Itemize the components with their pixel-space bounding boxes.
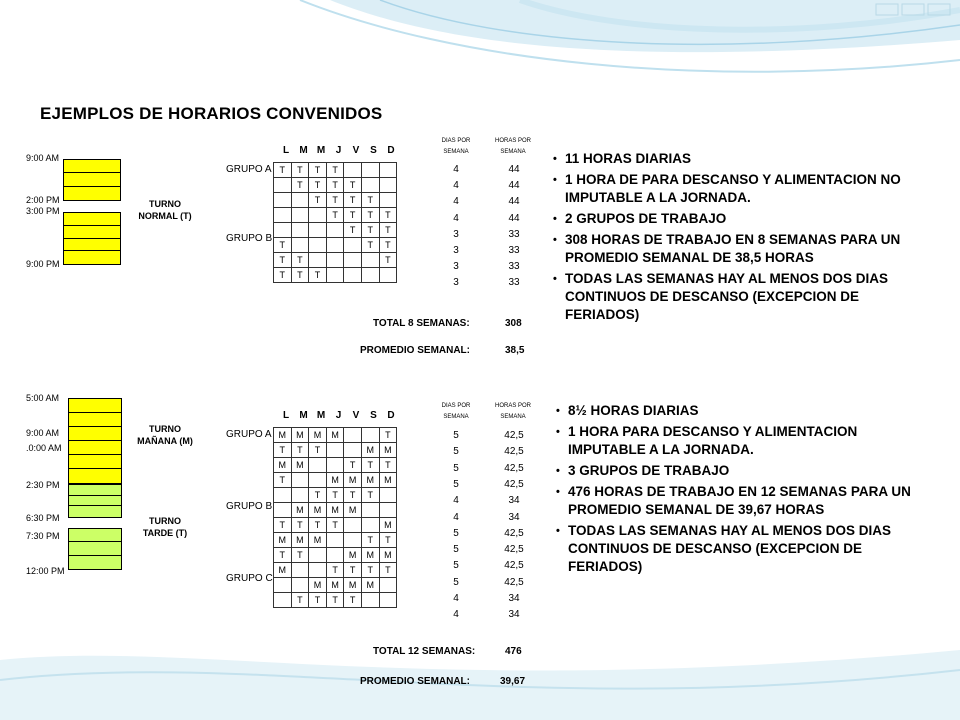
schedule-cell: T — [326, 193, 344, 208]
total-label: TOTAL 8 SEMANAS: — [373, 318, 470, 329]
schedule-cell: M — [291, 458, 309, 473]
schedule-cell — [291, 488, 309, 503]
schedule-cell: T — [379, 533, 397, 548]
schedule-cell: T — [291, 163, 309, 178]
horas-value: 42,5 — [504, 478, 524, 490]
horas-value: 34 — [508, 511, 520, 523]
time-label: 5:00 AM — [26, 393, 60, 403]
dias-value: 5 — [453, 544, 459, 556]
schedule-cell — [361, 428, 379, 443]
day-header: M — [316, 145, 326, 156]
schedule-cell — [326, 268, 344, 283]
horas-value: 42,5 — [504, 446, 524, 458]
schedule-cell: T — [361, 223, 379, 238]
table-row — [274, 578, 397, 593]
schedule-cell: T — [291, 253, 309, 268]
dias-value: 5 — [453, 430, 459, 441]
average-value: 38,5 — [505, 345, 525, 356]
horas-value: 34 — [508, 593, 520, 604]
dias-value: 4 — [453, 609, 459, 621]
schedule-cell: M — [379, 518, 397, 533]
schedule-cell: T — [291, 178, 309, 193]
schedule-cell: M — [326, 428, 344, 443]
col-header-horas: HORAS POR SEMANA — [494, 138, 531, 155]
average-label: PROMEDIO SEMANAL: — [360, 345, 470, 356]
table-row — [274, 533, 397, 548]
horas-value: 42,5 — [504, 576, 524, 588]
bullet-item: • 11 HORAS DIARIAS — [553, 150, 933, 168]
schedule-cell: M — [309, 578, 327, 593]
schedule-cell: T — [361, 193, 379, 208]
schedule-cell — [309, 223, 327, 238]
schedule-cell: T — [344, 208, 362, 223]
time-label: 3:00 PM — [26, 206, 60, 216]
bullet-list — [553, 150, 933, 327]
schedule-cell: M — [309, 503, 327, 518]
col-header-dias: DIAS POR SEMANA — [441, 403, 471, 420]
day-header: D — [387, 410, 395, 421]
time-label: 9:00 AM — [26, 428, 60, 438]
shift-block-manana — [68, 398, 122, 484]
schedule-cell: T — [326, 208, 344, 223]
schedule-cell: T — [274, 238, 292, 253]
bullet-item: • 308 HORAS DE TRABAJO EN 8 SEMANAS PARA UN PROMEDIO SEMANAL DE 38,5 HORAS — [553, 231, 933, 267]
schedule-cell: M — [379, 473, 397, 488]
day-header: J — [335, 145, 342, 156]
horas-value: 44 — [508, 180, 520, 192]
schedule-cell — [326, 238, 344, 253]
schedule-cell: T — [344, 458, 362, 473]
dias-value: 4 — [453, 196, 459, 208]
schedule-cell — [309, 208, 327, 223]
total-value: 476 — [505, 646, 522, 657]
day-header: M — [299, 410, 308, 421]
day-header: L — [282, 410, 290, 421]
bullet-list — [556, 402, 926, 579]
group-label: GRUPO A — [226, 429, 272, 440]
schedule-cell — [309, 458, 327, 473]
schedule-cell: M — [361, 578, 379, 593]
schedule-cell — [309, 253, 327, 268]
group-label: GRUPO C — [226, 573, 273, 584]
time-label: 2:30 PM — [26, 480, 60, 490]
schedule-cell: T — [379, 238, 397, 253]
schedule-cell: M — [274, 428, 292, 443]
schedule-cell: T — [309, 593, 327, 608]
schedule-cell: M — [274, 533, 292, 548]
schedule-cell — [344, 533, 362, 548]
turno-label: TURNO NORMAL (T) — [138, 199, 192, 221]
bullet-item: • 3 GRUPOS DE TRABAJO — [556, 462, 926, 480]
schedule-cell: M — [344, 578, 362, 593]
schedule-cell: T — [309, 193, 327, 208]
schedule-cell — [326, 533, 344, 548]
group-label: GRUPO B — [226, 501, 273, 512]
bullet-item: • TODAS LAS SEMANAS HAY AL MENOS DOS DIAS CONTINUOS DE DESCANSO (EXCEPCION DE FERIADOS) — [553, 270, 933, 324]
schedule-cell — [326, 548, 344, 563]
schedule-cell: T — [291, 593, 309, 608]
schedule-cell — [379, 503, 397, 518]
horas-value: 44 — [508, 212, 520, 224]
dias-value: 5 — [453, 478, 459, 490]
horas-value: 33 — [508, 261, 520, 273]
schedule-cell: T — [326, 163, 344, 178]
schedule-cell — [379, 193, 397, 208]
horas-value: 33 — [508, 228, 520, 240]
table-row — [274, 208, 397, 223]
schedule-cell — [361, 503, 379, 518]
day-header: V — [352, 410, 360, 421]
schedule-cell — [344, 163, 362, 178]
dias-value: 3 — [453, 228, 459, 240]
day-header: L — [282, 145, 290, 156]
schedule-cell — [291, 563, 309, 578]
schedule-cell — [361, 178, 379, 193]
schedule-cell — [379, 163, 397, 178]
schedule-cell: T — [361, 458, 379, 473]
schedule-cell — [274, 223, 292, 238]
horas-value: 33 — [508, 245, 520, 256]
schedule-grid — [273, 427, 397, 608]
schedule-cell: M — [291, 503, 309, 518]
schedule-cell — [344, 443, 362, 458]
schedule-cell — [361, 518, 379, 533]
table-row — [274, 443, 397, 458]
schedule-cell: T — [379, 428, 397, 443]
schedule-cell: M — [361, 443, 379, 458]
schedule-cell — [326, 253, 344, 268]
schedule-cell — [291, 238, 309, 253]
schedule-cell — [326, 223, 344, 238]
time-label: 9:00 AM — [26, 153, 60, 163]
group-label: GRUPO A — [226, 164, 272, 175]
group-label: GRUPO B — [226, 233, 273, 244]
day-header: M — [299, 145, 308, 156]
schedule-cell: M — [379, 548, 397, 563]
turno-label: TURNO MAÑANA (M) — [137, 424, 193, 446]
schedule-cell: M — [326, 578, 344, 593]
day-header: V — [352, 145, 360, 156]
schedule-cell — [274, 593, 292, 608]
schedule-cell: T — [291, 518, 309, 533]
dias-value: 5 — [453, 576, 459, 588]
schedule-cell — [379, 578, 397, 593]
horas-value: 33 — [508, 277, 520, 289]
schedule-cell: T — [309, 443, 327, 458]
schedule-cell: M — [344, 548, 362, 563]
schedule-cell: T — [379, 253, 397, 268]
dias-value: 3 — [453, 245, 459, 256]
schedule-cell: T — [274, 163, 292, 178]
schedule-cell: M — [361, 548, 379, 563]
table-row — [274, 488, 397, 503]
horas-value: 34 — [508, 495, 520, 507]
schedule-cell — [379, 178, 397, 193]
time-label: 2:00 PM — [26, 195, 60, 205]
table-row — [274, 223, 397, 238]
schedule-cell: T — [361, 563, 379, 578]
schedule-cell: T — [274, 473, 292, 488]
schedule-cell — [379, 268, 397, 283]
col-header-dias: DIAS POR SEMANA — [441, 138, 471, 155]
schedule-cell: T — [274, 253, 292, 268]
table-row — [274, 178, 397, 193]
schedule-cell — [344, 518, 362, 533]
day-header: M — [316, 410, 326, 421]
page-title: EJEMPLOS DE HORARIOS CONVENIDOS — [40, 104, 383, 123]
schedule-cell — [361, 593, 379, 608]
table-row — [274, 458, 397, 473]
schedule-cell — [274, 503, 292, 518]
horas-value: 44 — [508, 164, 520, 175]
col-header-horas: HORAS POR SEMANA — [494, 403, 531, 420]
schedule-cell — [309, 238, 327, 253]
schedule-cell — [291, 193, 309, 208]
schedule-cell — [379, 593, 397, 608]
schedule-cell: M — [274, 458, 292, 473]
schedule-cell — [361, 268, 379, 283]
table-row — [274, 503, 397, 518]
average-value: 39,67 — [500, 676, 526, 687]
schedule-cell — [291, 223, 309, 238]
schedule-cell — [291, 208, 309, 223]
schedule-cell — [274, 208, 292, 223]
shift-block-morning — [63, 159, 121, 201]
time-label: 9:00 PM — [26, 259, 60, 269]
schedule-cell: T — [326, 593, 344, 608]
average-label: PROMEDIO SEMANAL: — [360, 676, 470, 687]
schedule-cell: T — [344, 178, 362, 193]
dias-value: 3 — [453, 261, 459, 273]
bullet-item: • 1 HORA DE PARA DESCANSO Y ALIMENTACION NO IMPUTABLE A LA JORNADA. — [553, 171, 933, 207]
bullet-item: • 8½ HORAS DIARIAS — [556, 402, 926, 420]
schedule-cell — [309, 473, 327, 488]
schedule-cell — [326, 458, 344, 473]
schedule-cell: T — [309, 178, 327, 193]
schedule-cell — [379, 488, 397, 503]
time-label: 6:30 PM — [26, 513, 60, 523]
day-header: J — [335, 410, 342, 421]
dias-value: 5 — [453, 446, 459, 458]
schedule-cell: T — [344, 488, 362, 503]
shift-block-overlap — [68, 484, 122, 518]
dias-value: 5 — [453, 560, 459, 572]
schedule-cell: T — [344, 223, 362, 238]
dias-value: 3 — [453, 277, 459, 289]
dias-value: 4 — [453, 511, 459, 523]
schedule-cell: M — [291, 428, 309, 443]
schedule-cell: T — [361, 208, 379, 223]
schedule-cell: T — [291, 268, 309, 283]
bullet-item: • 476 HORAS DE TRABAJO EN 12 SEMANAS PARA UN PROMEDIO SEMANAL DE 39,67 HORAS — [556, 483, 926, 519]
schedule-cell: T — [361, 238, 379, 253]
table-row — [274, 253, 397, 268]
dias-value: 4 — [453, 212, 459, 224]
schedule-cell: T — [344, 593, 362, 608]
schedule-cell: M — [344, 503, 362, 518]
bullet-item: • TODAS LAS SEMANAS HAY AL MENOS DOS DIAS CONTINUOS DE DESCANSO (EXCEPCION DE FERIADOS) — [556, 522, 926, 576]
schedule-cell: T — [326, 563, 344, 578]
schedule-cell — [361, 253, 379, 268]
day-header: S — [370, 145, 377, 156]
schedule-grid — [273, 162, 397, 283]
schedule-cell — [274, 488, 292, 503]
schedule-cell — [326, 443, 344, 458]
table-row — [274, 193, 397, 208]
schedule-cell: T — [274, 518, 292, 533]
schedule-cell: T — [379, 208, 397, 223]
schedule-cell — [291, 473, 309, 488]
dias-value: 4 — [453, 593, 459, 604]
schedule-cell: T — [291, 548, 309, 563]
schedule-cell: M — [344, 473, 362, 488]
schedule-cell: T — [309, 163, 327, 178]
day-header: S — [370, 410, 377, 421]
shift-block-afternoon — [63, 212, 121, 265]
schedule-cell: M — [361, 473, 379, 488]
schedule-cell — [309, 563, 327, 578]
horas-value: 42,5 — [504, 462, 524, 474]
schedule-cell — [344, 268, 362, 283]
bullet-item: • 2 GRUPOS DE TRABAJO — [553, 210, 933, 228]
dias-value: 4 — [453, 495, 459, 507]
horas-value: 34 — [508, 609, 520, 621]
schedule-cell: T — [274, 443, 292, 458]
time-label: 12:00 PM — [26, 566, 65, 576]
table-row — [274, 473, 397, 488]
schedule-cell: T — [379, 458, 397, 473]
schedule-cell: T — [379, 563, 397, 578]
schedule-cell: T — [309, 488, 327, 503]
schedule-cell: T — [274, 268, 292, 283]
schedule-cell: M — [309, 428, 327, 443]
schedule-cell: T — [326, 518, 344, 533]
dias-value: 4 — [453, 164, 459, 175]
dias-value: 5 — [453, 462, 459, 474]
schedule-cell: T — [326, 488, 344, 503]
schedule-cell: T — [361, 488, 379, 503]
schedule-cell — [344, 238, 362, 253]
table-row — [274, 163, 397, 178]
schedule-cell: M — [309, 533, 327, 548]
time-label: 7:30 PM — [26, 531, 60, 541]
horas-value: 42,5 — [504, 430, 524, 441]
schedule-cell: M — [274, 563, 292, 578]
schedule-cell: M — [326, 473, 344, 488]
schedule-cell: T — [291, 443, 309, 458]
schedule-cell: T — [344, 563, 362, 578]
schedule-cell: T — [379, 223, 397, 238]
table-row — [274, 548, 397, 563]
day-header: D — [387, 145, 395, 156]
table-row — [274, 593, 397, 608]
turno-label: TURNO TARDE (T) — [142, 516, 188, 538]
schedule-cell: T — [361, 533, 379, 548]
horas-value: 42,5 — [504, 527, 524, 539]
table-row — [274, 268, 397, 283]
schedule-cell — [344, 253, 362, 268]
schedule-cell — [309, 548, 327, 563]
schedule-cell: M — [379, 443, 397, 458]
schedule-cell: T — [309, 518, 327, 533]
schedule-cell — [291, 578, 309, 593]
shift-block-tarde — [68, 528, 122, 570]
horas-value: 44 — [508, 196, 520, 208]
schedule-cell — [344, 428, 362, 443]
schedule-cell — [361, 163, 379, 178]
schedule-cell: T — [274, 548, 292, 563]
table-row — [274, 518, 397, 533]
dias-value: 4 — [453, 180, 459, 192]
schedule-cell: T — [344, 193, 362, 208]
dias-value: 5 — [453, 527, 459, 539]
schedule-cell: T — [326, 178, 344, 193]
bullet-item: • 1 HORA PARA DESCANSO Y ALIMENTACION IMPUTABLE A LA JORNADA. — [556, 423, 926, 459]
horas-value: 42,5 — [504, 560, 524, 572]
table-row — [274, 238, 397, 253]
total-label: TOTAL 12 SEMANAS: — [373, 646, 476, 657]
time-label: .0:00 AM — [26, 443, 62, 453]
table-row — [274, 428, 397, 443]
horas-value: 42,5 — [504, 544, 524, 556]
schedule-cell — [274, 578, 292, 593]
total-value: 308 — [505, 318, 522, 329]
table-row — [274, 563, 397, 578]
schedule-cell — [274, 193, 292, 208]
schedule-cell: M — [291, 533, 309, 548]
schedule-cell: T — [309, 268, 327, 283]
schedule-cell: M — [326, 503, 344, 518]
schedule-cell — [274, 178, 292, 193]
